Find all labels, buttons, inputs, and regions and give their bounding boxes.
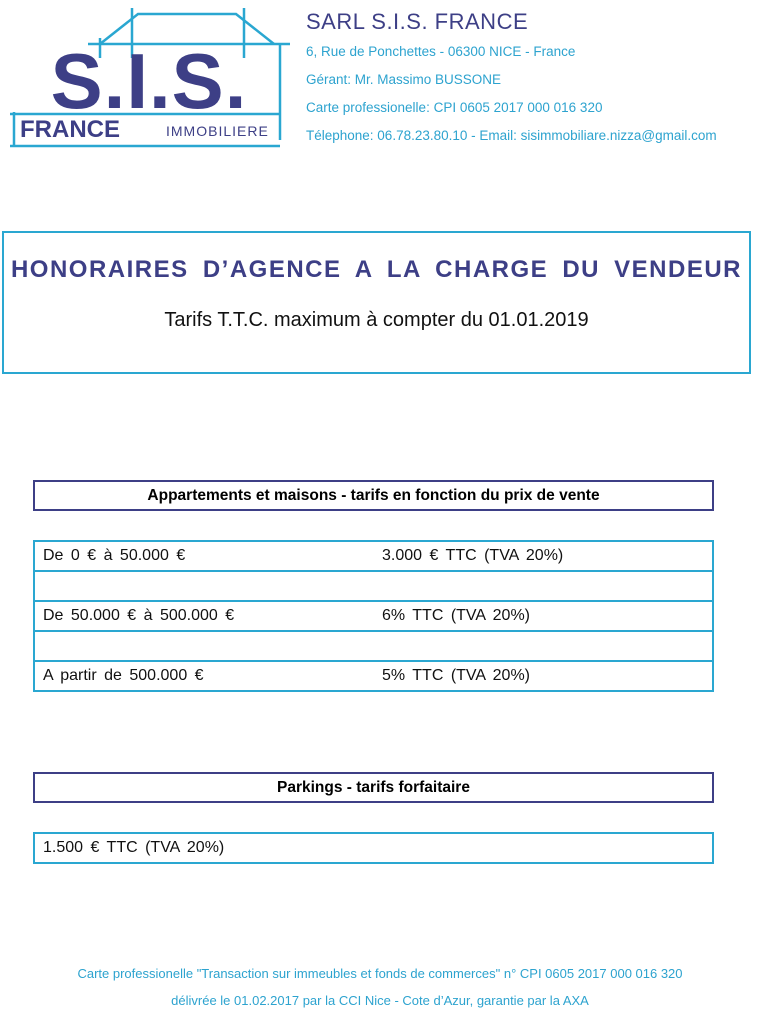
table-row	[35, 600, 712, 630]
company-logo	[8, 8, 290, 150]
company-license: Carte professionelle: CPI 0605 2017 000 016 320	[306, 100, 603, 115]
table-row	[35, 834, 712, 862]
company-info	[306, 8, 756, 150]
table-row	[35, 660, 712, 690]
fee-value: 3.000 € TTC (TVA 20%)	[382, 547, 564, 564]
price-range: De 50.000 € à 500.000 €	[43, 607, 235, 624]
company-address: 6, Rue de Ponchettes - 06300 NICE - France	[306, 44, 576, 59]
tariff-table-apartments	[33, 540, 714, 692]
table-row	[35, 570, 712, 600]
fee-value: 5% TTC (TVA 20%)	[382, 667, 530, 684]
footer-issue-line: délivrée le 01.02.2017 par la CCI Nice - Cote d’Azur, garantie par la AXA	[171, 993, 589, 1008]
table-row	[35, 542, 712, 570]
logo-sub-light: IMMOBILIERE	[166, 123, 269, 139]
company-contact: Télephone: 06.78.23.80.10 - Email: sisimmobiliare.nizza@gmail.com	[306, 128, 717, 143]
price-range: A partir de 500.000 €	[43, 667, 204, 684]
footer-license-line: Carte professionelle "Transaction sur immeubles et fonds de commerces" n° CPI 0605 2017 000 016 320	[77, 966, 683, 981]
price-range: De 0 € à 50.000 €	[43, 547, 186, 564]
company-manager: Gérant: Mr. Massimo BUSSONE	[306, 72, 502, 87]
tariff-table-parkings	[33, 832, 714, 864]
logo-main-text: S.I.S.	[50, 37, 248, 125]
page-title: HONORAIRES D’AGENCE A LA CHARGE DU VENDEUR	[10, 256, 743, 283]
page-subtitle: Tarifs T.T.C. maximum à compter du 01.01.2019	[164, 309, 589, 331]
table-row	[35, 630, 712, 660]
fee-value: 6% TTC (TVA 20%)	[382, 607, 530, 624]
section-header-parkings: Parkings - tarifs forfaitaire	[33, 772, 714, 803]
logo-sub-bold: FRANCE	[20, 116, 120, 143]
parking-fee: 1.500 € TTC (TVA 20%)	[43, 839, 225, 856]
section-header-apartments: Appartements et maisons - tarifs en fonction du prix de vente	[33, 480, 714, 511]
company-name: SARL S.I.S. FRANCE	[306, 9, 529, 34]
title-box	[2, 231, 751, 374]
